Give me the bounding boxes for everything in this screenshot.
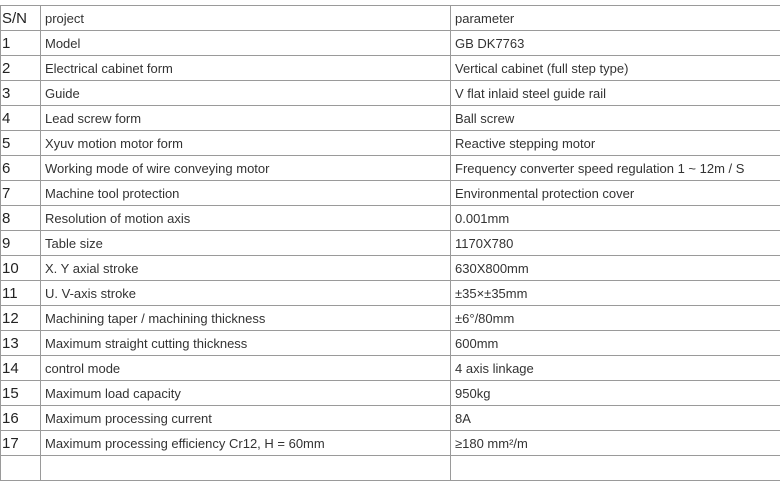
project-cell: Maximum straight cutting thickness [41, 331, 451, 356]
parameter-cell: ≥180 mm²/m [451, 431, 780, 456]
table-row [1, 256, 780, 281]
project-cell: Maximum processing current [41, 406, 451, 431]
parameter-cell: 950kg [451, 381, 780, 406]
parameter-cell: ±35×±35mm [451, 281, 780, 306]
table-row [1, 231, 780, 256]
sn-cell: 12 [1, 306, 41, 331]
project-cell: Xyuv motion motor form [41, 131, 451, 156]
header-parameter: parameter [451, 6, 780, 31]
sn-cell: 8 [1, 206, 41, 231]
table-row [1, 431, 780, 456]
project-cell: control mode [41, 356, 451, 381]
project-cell: U. V-axis stroke [41, 281, 451, 306]
project-cell: Electrical cabinet form [41, 56, 451, 81]
parameter-cell: V flat inlaid steel guide rail [451, 81, 780, 106]
table-row [1, 406, 780, 431]
sn-cell: 4 [1, 106, 41, 131]
parameter-cell: 600mm [451, 331, 780, 356]
spec-table [0, 5, 780, 481]
sn-cell: 7 [1, 181, 41, 206]
table-row [1, 331, 780, 356]
parameter-cell: Vertical cabinet (full step type) [451, 56, 780, 81]
parameter-cell: 4 axis linkage [451, 356, 780, 381]
table-row [1, 356, 780, 381]
table-row [1, 181, 780, 206]
table-row [1, 156, 780, 181]
sn-cell: 14 [1, 356, 41, 381]
sn-cell: 10 [1, 256, 41, 281]
parameter-cell: GB DK7763 [451, 31, 780, 56]
table-row [1, 381, 780, 406]
project-cell: Working mode of wire conveying motor [41, 156, 451, 181]
spec-table-body [1, 6, 780, 481]
parameter-cell [451, 456, 780, 481]
parameter-cell: Environmental protection cover [451, 181, 780, 206]
sn-cell: 11 [1, 281, 41, 306]
parameter-cell: 1170X780 [451, 231, 780, 256]
sn-cell: 3 [1, 81, 41, 106]
header-sn: S/N [1, 6, 41, 31]
sn-cell: 2 [1, 56, 41, 81]
project-cell: Machining taper / machining thickness [41, 306, 451, 331]
project-cell: Table size [41, 231, 451, 256]
project-cell: Model [41, 31, 451, 56]
project-cell: X. Y axial stroke [41, 256, 451, 281]
table-row [1, 306, 780, 331]
parameter-cell: Ball screw [451, 106, 780, 131]
parameter-cell: Frequency converter speed regulation 1 ~ 12m / S [451, 156, 780, 181]
sn-cell: 17 [1, 431, 41, 456]
table-row [1, 31, 780, 56]
project-cell: Resolution of motion axis [41, 206, 451, 231]
table-row [1, 456, 780, 481]
parameter-cell: Reactive stepping motor [451, 131, 780, 156]
project-cell: Maximum load capacity [41, 381, 451, 406]
table-row [1, 281, 780, 306]
sn-cell: 6 [1, 156, 41, 181]
sn-cell: 5 [1, 131, 41, 156]
parameter-cell: 8A [451, 406, 780, 431]
table-header-row [1, 6, 780, 31]
table-row [1, 206, 780, 231]
parameter-cell: ±6°/80mm [451, 306, 780, 331]
table-row [1, 106, 780, 131]
sn-cell: 16 [1, 406, 41, 431]
table-row [1, 81, 780, 106]
sn-cell: 13 [1, 331, 41, 356]
parameter-cell: 0.001mm [451, 206, 780, 231]
project-cell: Lead screw form [41, 106, 451, 131]
parameter-cell: 630X800mm [451, 256, 780, 281]
sn-cell [1, 456, 41, 481]
project-cell: Guide [41, 81, 451, 106]
table-row [1, 131, 780, 156]
sn-cell: 1 [1, 31, 41, 56]
table-row [1, 56, 780, 81]
project-cell [41, 456, 451, 481]
project-cell: Maximum processing efficiency Cr12, H = 60mm [41, 431, 451, 456]
header-project: project [41, 6, 451, 31]
project-cell: Machine tool protection [41, 181, 451, 206]
sn-cell: 15 [1, 381, 41, 406]
sn-cell: 9 [1, 231, 41, 256]
